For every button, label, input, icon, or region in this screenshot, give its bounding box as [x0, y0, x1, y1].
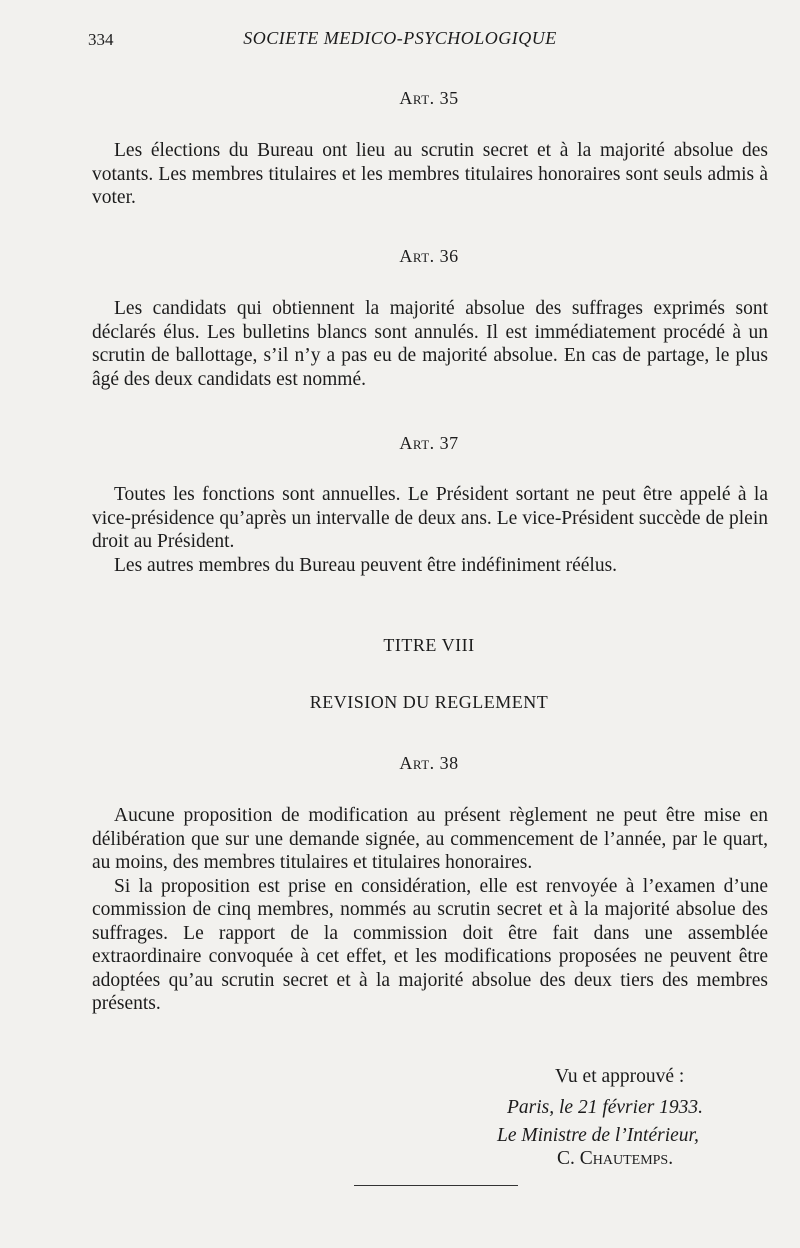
article-38-heading: Art. 38: [399, 753, 459, 773]
article-37-paragraph-2: Les autres membres du Bureau peuvent être indéfiniment réélus.: [114, 554, 618, 576]
article-37-body: [92, 483, 768, 577]
running-title: SOCIETE MEDICO-PSYCHOLOGIQUE: [243, 28, 557, 48]
signature-place-date: Paris, le 21 février 1933.: [507, 1097, 704, 1118]
article-36-paragraph-1: Les candidats qui obtiennent la majorité absolue des suffrages exprimés sont déclarés élus. Les bulletins blancs sont annulés. Il est immédiatement procédé à un scrutin de ballottage, s’il n’y a pas eu de majorité absolue. En cas de partage, le plus âgé des deux candidats est nommé.: [92, 298, 768, 390]
article-35-heading: Art. 35: [399, 88, 459, 108]
closing-rule: [354, 1185, 518, 1186]
article-37-heading: Art. 37: [399, 433, 459, 453]
signature-name: C. Chautemps.: [557, 1148, 674, 1169]
article-37-paragraph-1: Toutes les fonctions sont annuelles. Le Président sortant ne peut être appelé à la vice-présidence qu’après un intervalle de deux ans. Le vice-Président succède de plein droit au Président.: [92, 484, 768, 552]
article-36-heading: Art. 36: [399, 246, 459, 266]
signature-office: Le Ministre de l’Intérieur,: [497, 1125, 699, 1146]
article-36-body: [92, 297, 768, 391]
article-38-paragraph-2: Si la proposition est prise en considération, elle est renvoyée à l’examen d’une commission de cinq membres, nommés au scrutin secret et à la majorité absolue des suffrages. Le rapport de la commission doit être fait dans une assemblée extraordinaire convoquée à cet effet, et les modifications proposées ne peuvent être adoptées qu’au scrutin secret et à la majorité absolue des deux tiers des membres présents.: [92, 875, 768, 1014]
page-number: 334: [88, 30, 114, 49]
article-38-paragraph-1: Aucune proposition de modification au présent règlement ne peut être mise en délibération que sur une demande signée, au commencement de l’année, par le quart, au moins, des membres titulaires et titulaires honoraires.: [92, 805, 768, 873]
page-header: [0, 26, 800, 54]
article-35-paragraph-1: Les élections du Bureau ont lieu au scrutin secret et à la majorité absolue des votants. Les membres titulaires et les membres titulaires honoraires sont seuls admis à voter.: [92, 140, 768, 208]
titre-number: TITRE VIII: [383, 635, 475, 655]
signature-approval: Vu et approuvé :: [555, 1066, 685, 1087]
article-35-body: [92, 139, 768, 210]
article-38-body: [92, 804, 768, 1016]
titre-name: REVISION DU REGLEMENT: [309, 692, 549, 712]
